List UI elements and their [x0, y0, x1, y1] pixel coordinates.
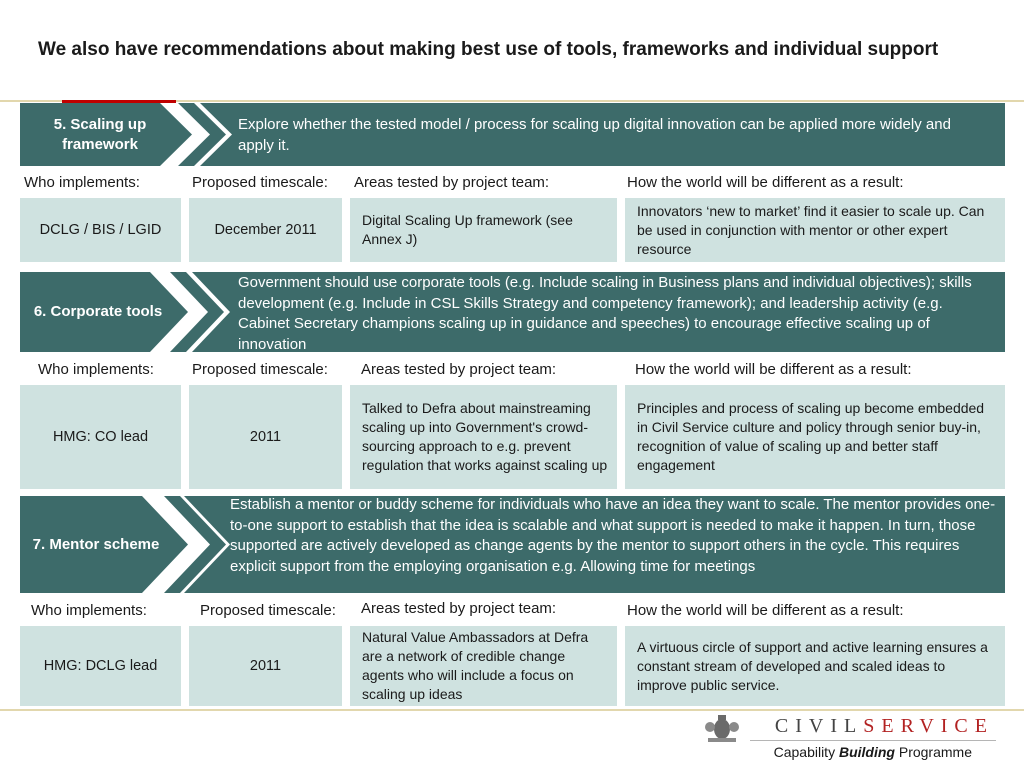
section-7-header-world: How the world will be different as a result: — [627, 602, 904, 619]
section-5-header-world: How the world will be different as a result: — [627, 174, 904, 191]
section-6-header-timescale: Proposed timescale: — [192, 361, 328, 378]
section-5-header-who: Who implements: — [24, 174, 140, 191]
section-7-timescale: 2011 — [189, 626, 342, 706]
royal-crest-icon — [702, 711, 742, 745]
section-6-band — [20, 272, 1005, 352]
section-7-header-areas: Areas tested by project team: — [361, 600, 557, 617]
section-5-header-areas: Areas tested by project team: — [354, 174, 550, 191]
section-5-description: Explore whether the tested model / process for scaling up digital innovation can be applied more widely and apply it. — [238, 116, 951, 154]
section-5-label: 5. Scaling up framework — [53, 115, 147, 153]
section-6-timescale: 2011 — [189, 385, 342, 489]
section-5-header-timescale: Proposed timescale: — [192, 174, 328, 191]
section-6-header-world: How the world will be different as a result: — [635, 361, 912, 378]
section-7-label: 7. Mentor scheme — [32, 535, 160, 553]
tagline-part-2: Building — [838, 744, 895, 760]
capability-building-programme — [774, 744, 972, 760]
section-5-who: DCLG / BIS / LGID — [20, 198, 181, 262]
logo-underline — [750, 740, 996, 741]
section-5-areas: Digital Scaling Up framework (see Annex J) — [350, 198, 617, 262]
bottom-divider — [0, 709, 1024, 711]
page-title: We also have recommendations about making best use of tools, frameworks and individual support — [38, 39, 939, 60]
logo-civil: CIVIL — [774, 715, 864, 737]
section-7-description: Establish a mentor or buddy scheme for individuals who have an idea they want to scale. The mentor provides one-to-one support to establish that the idea is scalable and what support is needed to make it happen. In turn, those supported are actively developed as change agents by the mentor to support others in the cycle. This requires explicit support from the employing organisation e.g. Allowing time for meetings — [230, 496, 996, 575]
section-6-description: Government should use corporate tools (e.g. Include scaling in Business plans and individual objectives); skills development (e.g. Include in CSL Skills Strategy and competency framework); and leadership activity (e.g. Cabinet Secretary champions scaling up in guidance and speeches) to encourage effective scaling up of innovation — [238, 274, 972, 353]
section-6-header-areas: Areas tested by project team: — [361, 361, 557, 378]
section-7-band — [20, 496, 1005, 593]
logo-service: SERVICE — [863, 715, 994, 737]
section-5-band — [20, 103, 1005, 166]
section-7-who: HMG: DCLG lead — [20, 626, 181, 706]
section-6-label: 6. Corporate tools — [33, 303, 163, 320]
section-7-areas: Natural Value Ambassadors at Defra are a network of credible change agents who will include a focus on scaling up ideas — [350, 626, 617, 706]
section-7-header-who: Who implements: — [31, 602, 147, 619]
civil-service-logo-text — [775, 715, 994, 738]
section-5-timescale: December 2011 — [189, 198, 342, 262]
section-6-areas: Talked to Defra about mainstreaming scaling up into Government's crowd-sourcing approach to e.g. prevent regulation that works against scaling up — [350, 385, 617, 489]
section-6-world: Principles and process of scaling up become embedded in Civil Service culture and policy through senior buy-in, recognition of value of scaling up and better staff engagement — [625, 385, 1005, 489]
tagline-part-1: Capability — [773, 744, 839, 760]
tagline-part-3: Programme — [894, 744, 972, 760]
section-7-header-timescale: Proposed timescale: — [200, 602, 336, 619]
section-6-header-who: Who implements: — [38, 361, 154, 378]
section-6-who: HMG: CO lead — [20, 385, 181, 489]
section-7-world: A virtuous circle of support and active learning ensures a constant stream of developed and scaled ideas to improve public service. — [625, 626, 1005, 706]
section-5-world: Innovators ‘new to market’ find it easier to scale up. Can be used in conjunction with mentor or other expert resource — [625, 198, 1005, 262]
